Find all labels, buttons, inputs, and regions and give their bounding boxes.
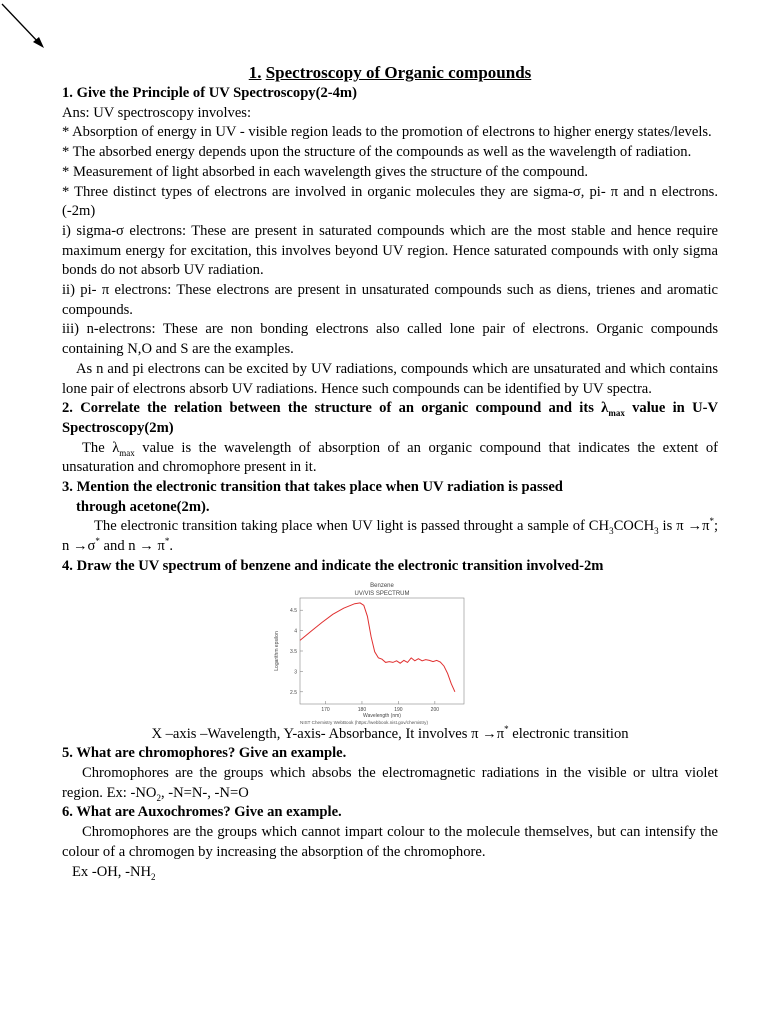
question-3-cont: through acetone(2m). bbox=[76, 498, 210, 515]
y-tick-label: 3 bbox=[294, 668, 297, 675]
summary-paragraph: As n and pi electrons can be excited by UV radiations, compounds which are unsaturated and which contains lone pair of electrons absorb UV radiations. Hence such compounds can be identified by UV spectra. bbox=[62, 360, 718, 397]
question-1: 1. Give the Principle of UV Spectroscopy(2-4m) bbox=[62, 85, 357, 101]
document-page bbox=[62, 62, 718, 882]
n-electrons: iii) n-electrons: These are non bonding electrons also called lone pair of electrons. Organic compounds containing N,O and S are the examples. bbox=[62, 321, 718, 358]
cursor-arrow-icon bbox=[0, 0, 50, 52]
bullet-2: * The absorbed energy depends upon the structure of the compounds as well as the wavelength of radiation. bbox=[62, 144, 692, 161]
answer-label: Ans: UV spectroscopy involves: bbox=[62, 104, 252, 121]
chart-subtitle: UV/VIS SPECTRUM bbox=[354, 590, 410, 597]
question-6: 6. What are Auxochromes? Give an example. bbox=[62, 804, 342, 821]
y-tick-label: 4 bbox=[294, 628, 297, 635]
chart-title: Benzene bbox=[370, 582, 394, 589]
pi-electrons: ii) pi- π electrons: These electrons are present in unsaturated compounds such as diens, trienes and aromatic compounds. bbox=[62, 282, 718, 318]
question-5: 5. What are chromophores? Give an example. bbox=[62, 745, 347, 762]
sigma-electrons: i) sigma-σ electrons: These are present in saturated compounds which are the most stable and hence require maximum energy for excitation, this involves beyond UV region. Hence saturated compounds with only sigma bonds do not absorb UV radiation. bbox=[62, 222, 718, 279]
benzene-uv-spectrum-chart bbox=[270, 579, 480, 725]
bullet-4: * Three distinct types of electrons are involved in organic molecules they are sigma-σ, pi- π and n electrons.(-2m) bbox=[62, 183, 718, 220]
bullet-3: * Measurement of light absorbed in each wavelength gives the structure of the compound. bbox=[62, 163, 589, 180]
answer-6: Chromophores are the groups which cannot impart colour to the molecule themselves, but can intensify the colour of a chromogen by increasing the absorption of the chromophore. bbox=[62, 824, 718, 860]
chart-footer: NIST Chemistry WebBook (https://webbook.nist.gov/chemistry) bbox=[300, 719, 428, 725]
plot-frame bbox=[300, 598, 464, 704]
x-tick-label: 200 bbox=[430, 706, 440, 713]
answer-6-example: Ex -OH, $-NH_2$ bbox=[72, 863, 156, 882]
x-tick-label: 180 bbox=[357, 706, 367, 713]
question-2: 2. Correlate the relation between the structure of an organic compound and its $\lambda_{max}$ value in U-V Spectroscopy(2m) bbox=[62, 400, 719, 436]
answer-2: The $\lambda_{max}$ value is the wavelength of absorption of an organic compound that indicates the extent of unsaturation and chromophore present in it. bbox=[62, 439, 718, 476]
figure-caption: X –axis –Wavelength, Y-axis- Absorbance, It involves π →π* electronic transition bbox=[151, 723, 629, 742]
x-tick-label: 170 bbox=[321, 706, 330, 713]
question-3: 3. Mention the electronic transition that takes place when UV radiation is passed bbox=[62, 479, 563, 496]
answer-5: Chromophores are the groups which absobs the electromagnetic radiations in the visible or ultra violet region. Ex: $-NO_2$, -N=N-, -N=O bbox=[62, 764, 718, 803]
x-axis-label: Wavelength (nm) bbox=[363, 712, 401, 719]
spectrum-figure bbox=[62, 579, 718, 725]
bullet-1: * Absorption of energy in UV - visible region leads to the promotion of electrons to higher energy states/levels. bbox=[62, 124, 712, 141]
question-4: 4. Draw the UV spectrum of benzene and indicate the electronic transition involved-2m bbox=[62, 557, 604, 574]
y-axis-label: Logarithm epsilon bbox=[274, 630, 280, 671]
spectrum-line bbox=[300, 602, 455, 691]
answer-3: The electronic transition taking place when UV light is passed throught a sample of $CH_3COCH_3$ is π →π*; n →σ* and n → π*. bbox=[62, 516, 719, 555]
y-tick-label: 3.5 bbox=[290, 648, 297, 655]
y-tick-label: 2.5 bbox=[290, 689, 297, 696]
y-tick-label: 4.5 bbox=[290, 607, 297, 614]
x-tick-label: 190 bbox=[394, 706, 403, 713]
page-title: 1. Spectroscopy of Organic compounds bbox=[248, 63, 532, 82]
